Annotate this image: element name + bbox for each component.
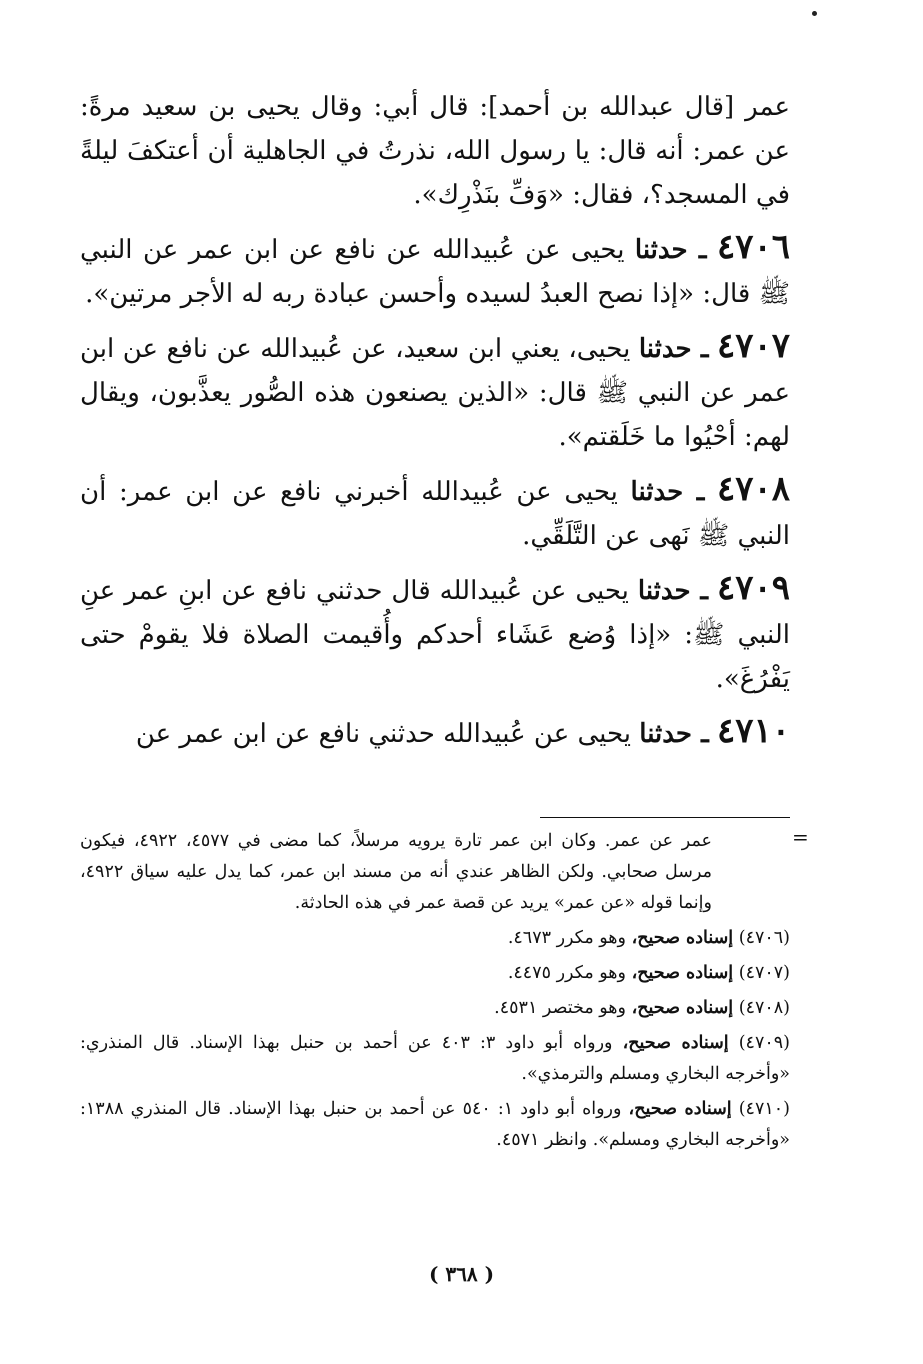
footnotes xyxy=(80,826,790,1156)
footnote-4710: (٤٧١٠) إسناده صحيح، ورواه أبو داود ١: ٥٤٠ عن أحمد بن حنبل بهذا الإسناد. قال المنذري ١٣٨٨: «وأخرجه البخاري ومسلم». وانظر ٤٥٧١. xyxy=(80,1099,790,1150)
hadith-lead: حدثنا xyxy=(639,719,693,749)
hadith-number: ٤٧٠٦ xyxy=(716,227,790,267)
hadith-number: ٤٧١٠ xyxy=(716,711,790,751)
footnote-4709: (٤٧٠٩) إسناده صحيح، ورواه أبو داود ٣: ٤٠٣ عن أحمد بن حنبل بهذا الإسناد. قال المنذري: «وأخرجه البخاري ومسلم والترمذي». xyxy=(80,1033,790,1084)
main-text xyxy=(80,85,790,756)
hadith-lead: حدثنا xyxy=(630,477,684,507)
hadith-lead: حدثنا xyxy=(638,334,692,364)
hadith-text: يحيى عن عُبيدالله حدثني نافع عن ابن عمر عن xyxy=(135,719,632,749)
hadith-lead: حدثنا xyxy=(634,235,688,265)
hadith-4708: ٤٧٠٨ ـ حدثنا يحيى عن عُبيدالله أخبرني نافع عن ابن عمر: أن النبي ﷺ نَهى عن التَّلَقِّي. xyxy=(80,469,791,551)
hadith-number: ٤٧٠٨ xyxy=(716,469,791,509)
hadith-number: ٤٧٠٩ xyxy=(716,568,791,608)
hadith-4710: ٤٧١٠ ـ حدثنا يحيى عن عُبيدالله حدثني نافع عن ابن عمر عن xyxy=(135,711,790,751)
hadith-4707: ٤٧٠٧ ـ حدثنا يحيى، يعني ابن سعيد، عن عُبيدالله عن نافع عن ابن عمر عن النبي ﷺ قال: «الذين يصنعون هذه الصُّور يعذَّبون، ويقال لهم: أحْيُوا ما خَلَقتم». xyxy=(80,326,790,452)
hadith-continuation: عمر [قال عبدالله بن أحمد]: قال أبي: وقال يحيى بن سعيد مرةً: عن عمر: أنه قال: يا رسول الله، نذرتُ في الجاهلية أن أعتكفَ ليلةً في المسجد؟، فقال: «وَفِّ بنَذْرِك». xyxy=(80,92,790,210)
hadith-4709: ٤٧٠٩ ـ حدثنا يحيى عن عُبيدالله قال حدثني نافع عن ابنِ عمر عنِ النبي ﷺ: «إذا وُضع عَشَاء أحدكم وأُقيمت الصلاة فلا يقومْ حتى يَفْرُغَ». xyxy=(80,568,791,694)
footnote-separator xyxy=(540,817,790,818)
footnote-4706: (٤٧٠٦) إسناده صحيح، وهو مكرر ٤٦٧٣. xyxy=(507,928,790,948)
hadith-text: يحيى عن عُبيدالله أخبرني نافع عن ابن عمر: أن النبي ﷺ نَهى عن التَّلَقِّي. xyxy=(80,477,790,551)
hadith-number: ٤٧٠٧ xyxy=(716,326,790,366)
hadith-text: يحيى، يعني ابن سعيد، عن عُبيدالله عن نافع عن ابن عمر عن النبي ﷺ قال: «الذين يصنعون هذه الصُّور يعذَّبون، ويقال لهم: أحْيُوا ما خَلَقتم». xyxy=(80,334,790,452)
hadith-4706: ٤٧٠٦ ـ حدثنا يحيى عن عُبيدالله عن نافع عن ابن عمر عن النبي ﷺ قال: «إذا نصح العبدُ لسيده وأحسن عبادة ربه له الأجر مرتين». xyxy=(80,227,790,309)
footnote-continuation: عمر عن عمر. وكان ابن عمر تارة يرويه مرسلاً، كما مضى في ٤٥٧٧، ٤٩٢٢، فيكون مرسل صحابي. ولكن الظاهر عندي أنه من مسند ابن عمر، كما يدل عليه سياق ٤٩٢٢، وإنما قوله «عن عمر» يريد عن قصة عمر في هذه الحادثة. xyxy=(80,831,713,913)
footnote-4708: (٤٧٠٨) إسناده صحيح، وهو مختصر ٤٥٣١. xyxy=(494,998,790,1018)
footnote-4707: (٤٧٠٧) إسناده صحيح، وهو مكرر ٤٤٧٥. xyxy=(507,963,790,983)
page-number: ( ٣٦٨ ) xyxy=(428,1262,495,1286)
hadith-lead: حدثنا xyxy=(637,576,691,606)
hadith-text: يحيى عن عُبيدالله عن نافع عن ابن عمر عن النبي ﷺ قال: «إذا نصح العبدُ لسيده وأحسن عبادة ربه له الأجر مرتين». xyxy=(80,235,790,309)
hadith-text: يحيى عن عُبيدالله قال حدثني نافع عن ابنِ عمر عنِ النبي ﷺ: «إذا وُضع عَشَاء أحدكم وأُقيمت الصلاة فلا يقومْ حتى يَفْرُغَ». xyxy=(80,576,790,694)
corner-dot xyxy=(812,11,817,16)
continuation-mark: = xyxy=(792,825,809,849)
